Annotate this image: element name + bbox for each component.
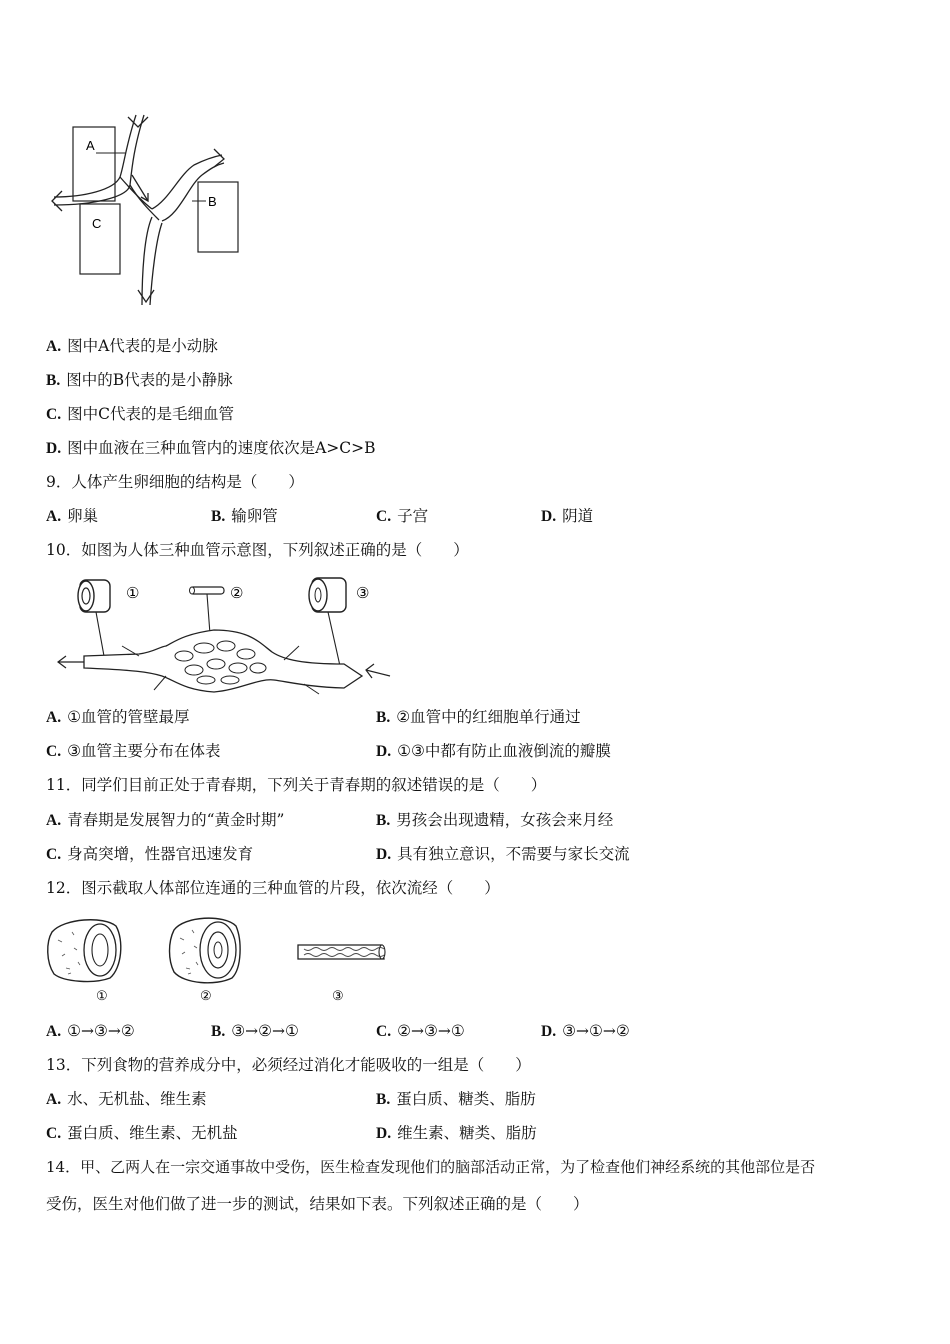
q14-stem-line2: 受伤，医生对他们做了进一步的测试，结果如下表。下列叙述正确的是（ ） (46, 1195, 589, 1213)
fig12-label-2: ② (200, 988, 212, 1003)
q11-option-d: D. 具有独立意识，不需要与家长交流 (376, 845, 630, 863)
blood-vessel-diagram-q8 (44, 105, 254, 310)
q9-stem: 9．人体产生卵细胞的结构是（ ） (46, 473, 304, 491)
q11-option-b: B. 男孩会出现遗精，女孩会来月经 (376, 811, 614, 829)
fig10-label-3: ③ (356, 585, 370, 602)
q8-option-a: A. 图中A代表的是小动脉 (46, 337, 218, 355)
vessel-segment-1 (48, 920, 121, 982)
q12-option-d: D. ③→①→② (541, 1022, 630, 1040)
fig12-label-1: ① (96, 988, 108, 1003)
vessel-2-section (190, 587, 225, 594)
box-c (80, 204, 120, 274)
q8-option-d: D. 图中血液在三种血管内的速度依次是A>C>B (46, 439, 376, 457)
q10-option-d: D. ①③中都有防止血液倒流的瓣膜 (376, 742, 611, 760)
q13-option-b: B. 蛋白质、糖类、脂肪 (376, 1090, 536, 1108)
fig12-label-3: ③ (332, 988, 344, 1003)
q12-stem: 12．图示截取人体部位连通的三种血管的片段，依次流经（ ） (46, 879, 500, 897)
q12-option-c: C. ②→③→① (376, 1022, 465, 1040)
q9-option-d: D. 阴道 (541, 507, 594, 525)
vessel-segment-2 (170, 918, 241, 983)
q13-option-d: D. 维生素、糖类、脂肪 (376, 1124, 537, 1142)
q14-stem-line1: 14．甲、乙两人在一宗交通事故中受伤，医生检查发现他们的脑部活动正常，为了检查他们神经系统的其他部位是否 (46, 1158, 816, 1176)
q13-option-c: C. 蛋白质、维生素、无机盐 (46, 1124, 238, 1142)
q10-option-c: C. ③血管主要分布在体表 (46, 742, 221, 760)
fig10-label-1: ① (126, 585, 140, 602)
q10-option-b: B. ②血管中的红细胞单行通过 (376, 708, 581, 726)
q8-option-c: C. 图中C代表的是毛细血管 (46, 405, 234, 423)
q9-option-a: A. 卵巢 (46, 507, 99, 525)
fig10-label-2: ② (230, 585, 244, 602)
q12-option-a: A. ①→③→② (46, 1022, 135, 1040)
q11-stem: 11．同学们目前正处于青春期，下列关于青春期的叙述错误的是（ ） (46, 776, 547, 794)
q9-option-c: C. 子宫 (376, 507, 429, 525)
q10-stem: 10．如图为人体三种血管示意图，下列叙述正确的是（ ） (46, 541, 469, 559)
vessel-3-section (309, 578, 346, 612)
box-b (198, 182, 238, 252)
q13-stem: 13．下列食物的营养成分中，必须经过消化才能吸收的一组是（ ） (46, 1056, 531, 1074)
vessel-1-section (78, 580, 110, 612)
blood-vessel-segments-q12 (44, 912, 394, 1007)
blood-vessel-diagram-q10 (44, 572, 394, 696)
q11-option-c: C. 身高突增，性器官迅速发育 (46, 845, 254, 863)
label-b: B (208, 194, 217, 209)
q10-option-a: A. ①血管的管壁最厚 (46, 708, 190, 726)
label-a: A (86, 138, 95, 153)
q13-option-a: A. 水、无机盐、维生素 (46, 1090, 207, 1108)
q8-option-b: B. 图中的B代表的是小静脉 (46, 371, 233, 389)
q12-option-b: B. ③→②→① (211, 1022, 299, 1040)
vessel-segment-3 (298, 945, 385, 959)
q9-option-b: B. 输卵管 (211, 507, 278, 525)
label-c: C (92, 216, 102, 231)
q11-option-a: A. 青春期是发展智力的“黄金时期” (46, 811, 285, 829)
